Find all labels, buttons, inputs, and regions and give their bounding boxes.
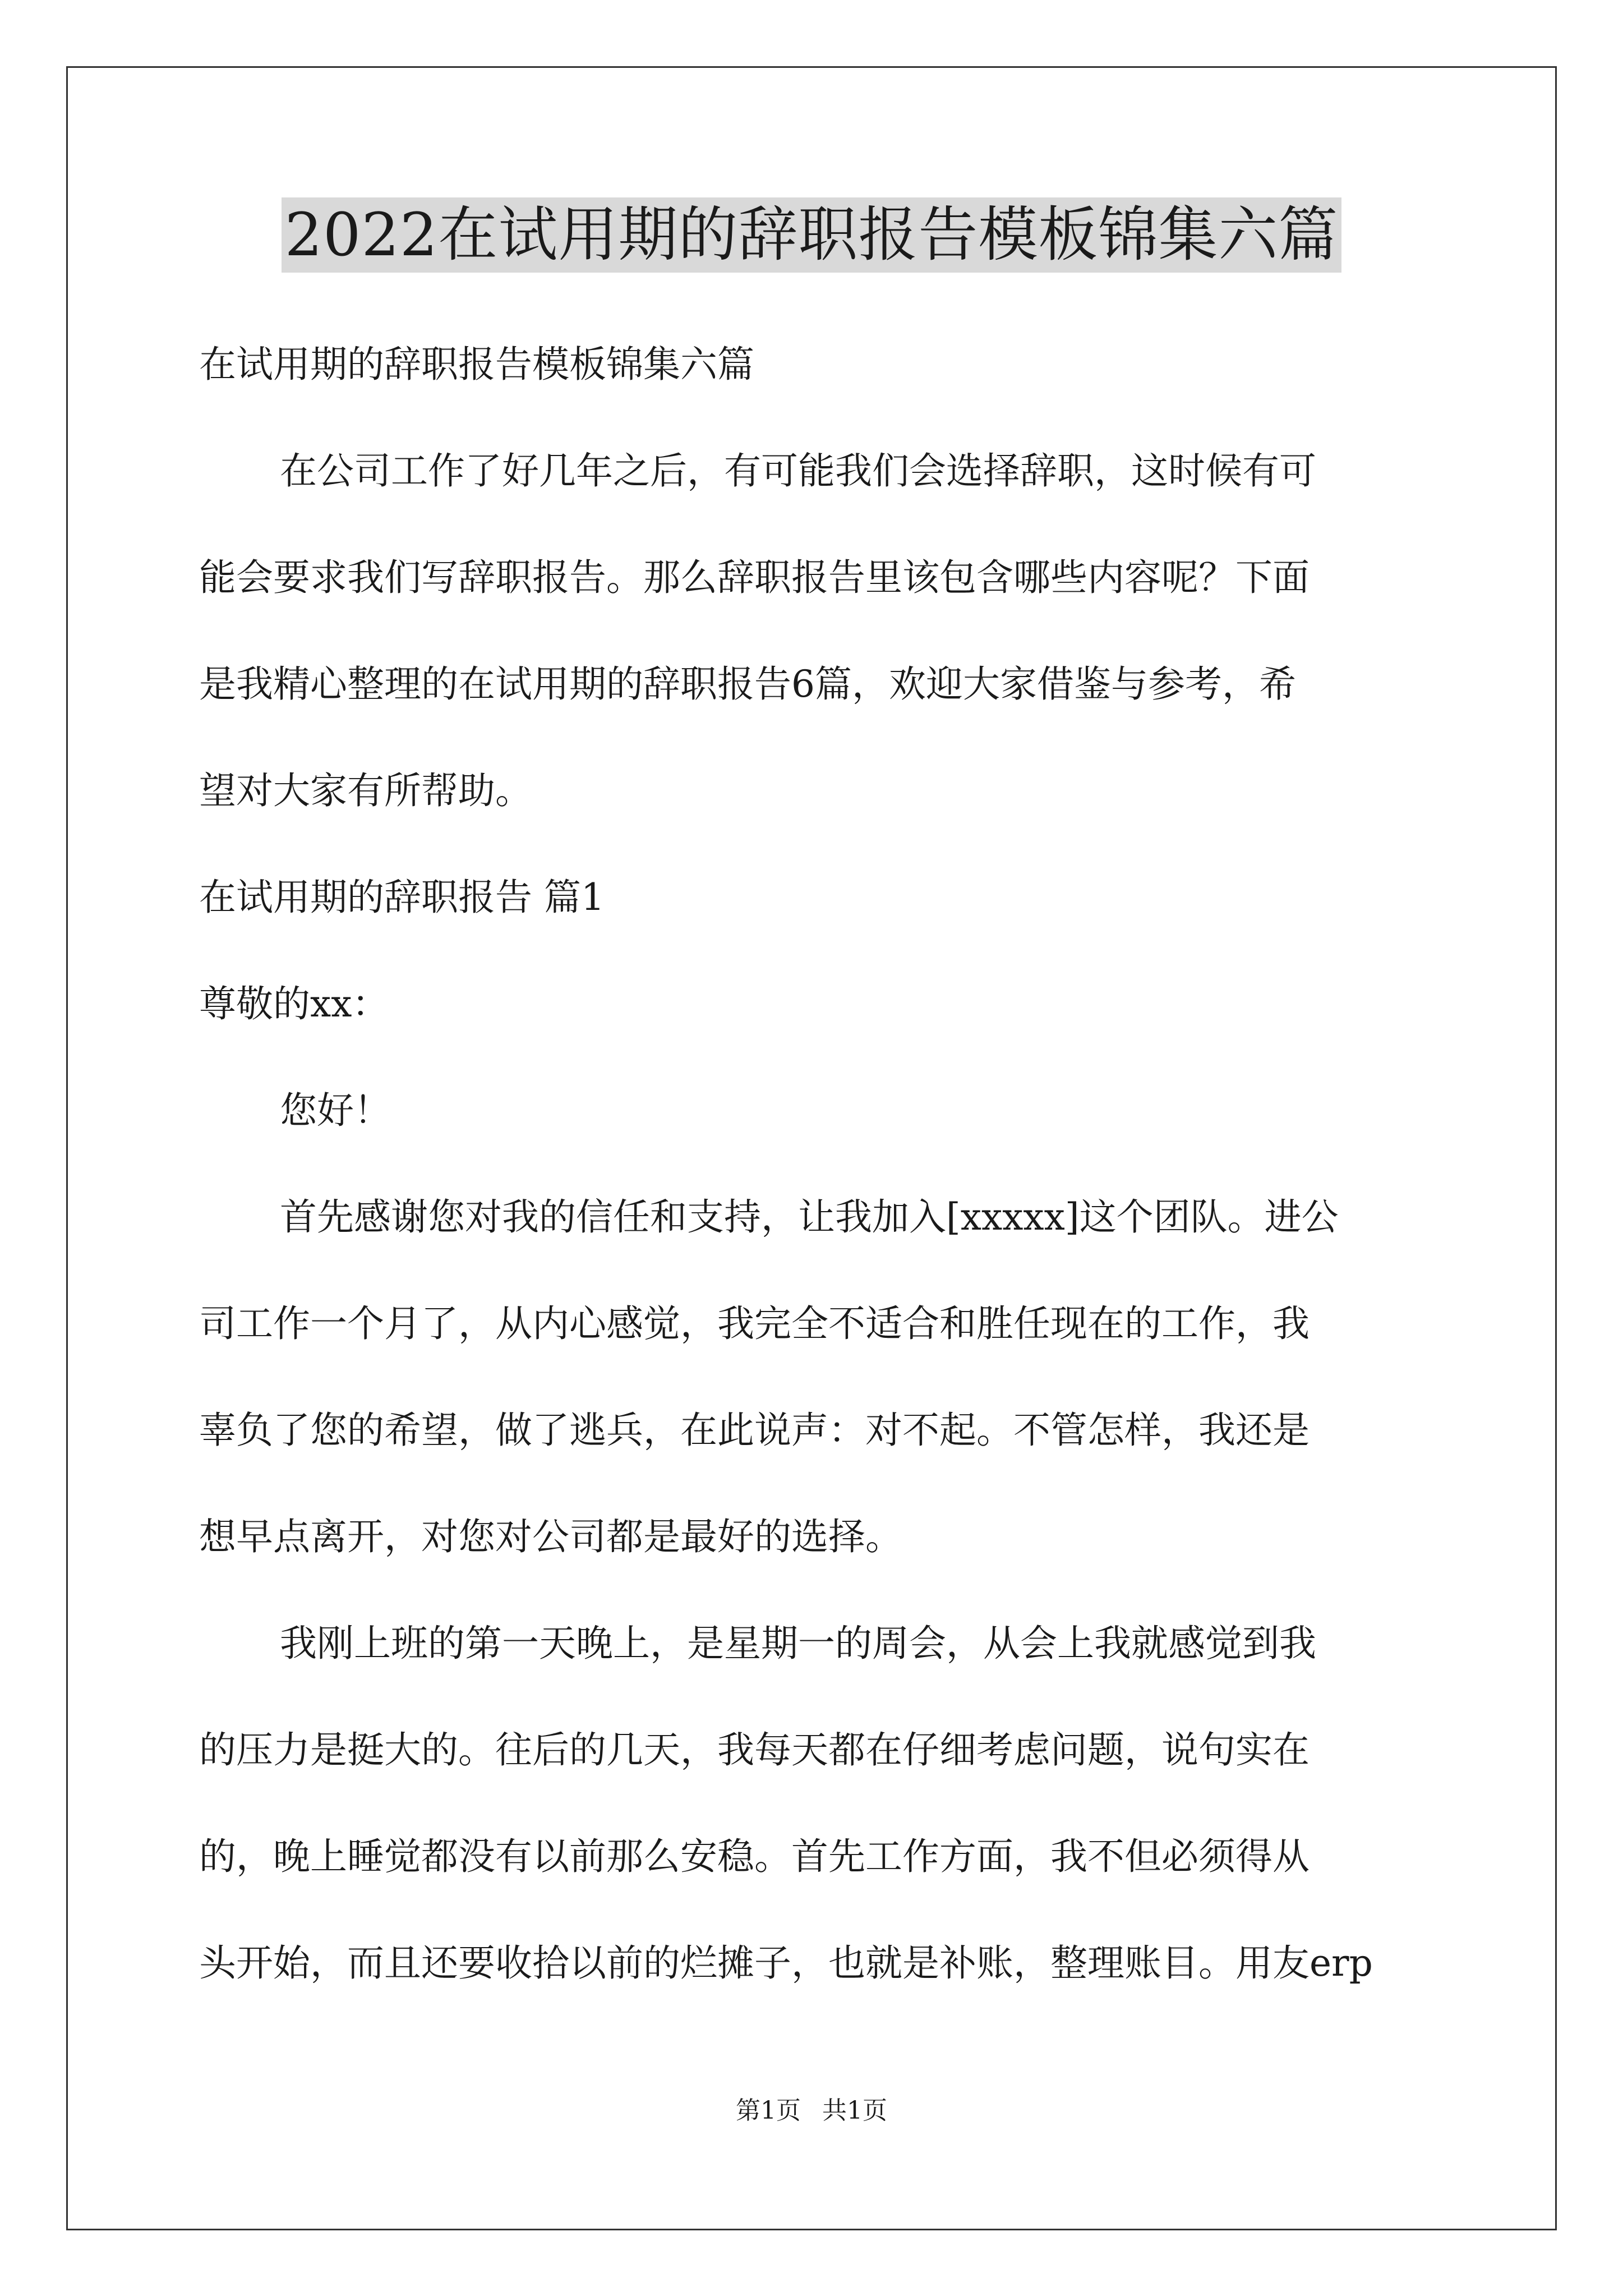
body-line: 司工作一个月了，从内心感觉，我完全不适合和胜任现在的工作，我	[199, 1302, 1310, 1345]
body-line: 望对大家有所帮助。	[199, 769, 532, 812]
page-footer	[0, 2094, 1623, 2128]
body-line: 的压力是挺大的。往后的几天，我每天都在仔细考虑问题，说句实在	[199, 1728, 1310, 1772]
body-line: 头开始，而且还要收拾以前的烂摊子，也就是补账，整理账目。用友erp	[199, 1941, 1373, 1985]
body-line: 辜负了您的希望，做了逃兵，在此说声：对不起。不管怎样，我还是	[199, 1409, 1310, 1452]
body-line: 是我精心整理的在试用期的辞职报告6篇，欢迎大家借鉴与参考，希	[199, 662, 1296, 706]
page-number-current: 第1页	[736, 2096, 801, 2125]
body-line: 在公司工作了好几年之后，有可能我们会选择辞职，这时候有可	[280, 449, 1316, 493]
page-number-total: 共1页	[822, 2096, 887, 2125]
body-line: 首先感谢您对我的信任和支持，让我加入[xxxxx]这个团队。进公	[280, 1195, 1339, 1239]
greeting: 您好！	[280, 1089, 391, 1132]
body-line: 我刚上班的第一天晚上，是星期一的周会，从会上我就感觉到我	[280, 1622, 1316, 1665]
salutation: 尊敬的xx：	[199, 982, 389, 1025]
body-line: 在试用期的辞职报告模板锦集六篇	[199, 343, 754, 386]
document-title: 2022在试用期的辞职报告模板锦集六篇	[282, 197, 1342, 273]
title-container	[0, 197, 1623, 273]
body-line: 的，晚上睡觉都没有以前那么安稳。首先工作方面，我不但必须得从	[199, 1835, 1310, 1878]
document-body	[199, 311, 1436, 2017]
section-heading: 在试用期的辞职报告 篇1	[199, 876, 605, 919]
body-line: 能会要求我们写辞职报告。那么辞职报告里该包含哪些内容呢？下面	[199, 556, 1310, 599]
body-line: 想早点离开，对您对公司都是最好的选择。	[199, 1515, 902, 1558]
